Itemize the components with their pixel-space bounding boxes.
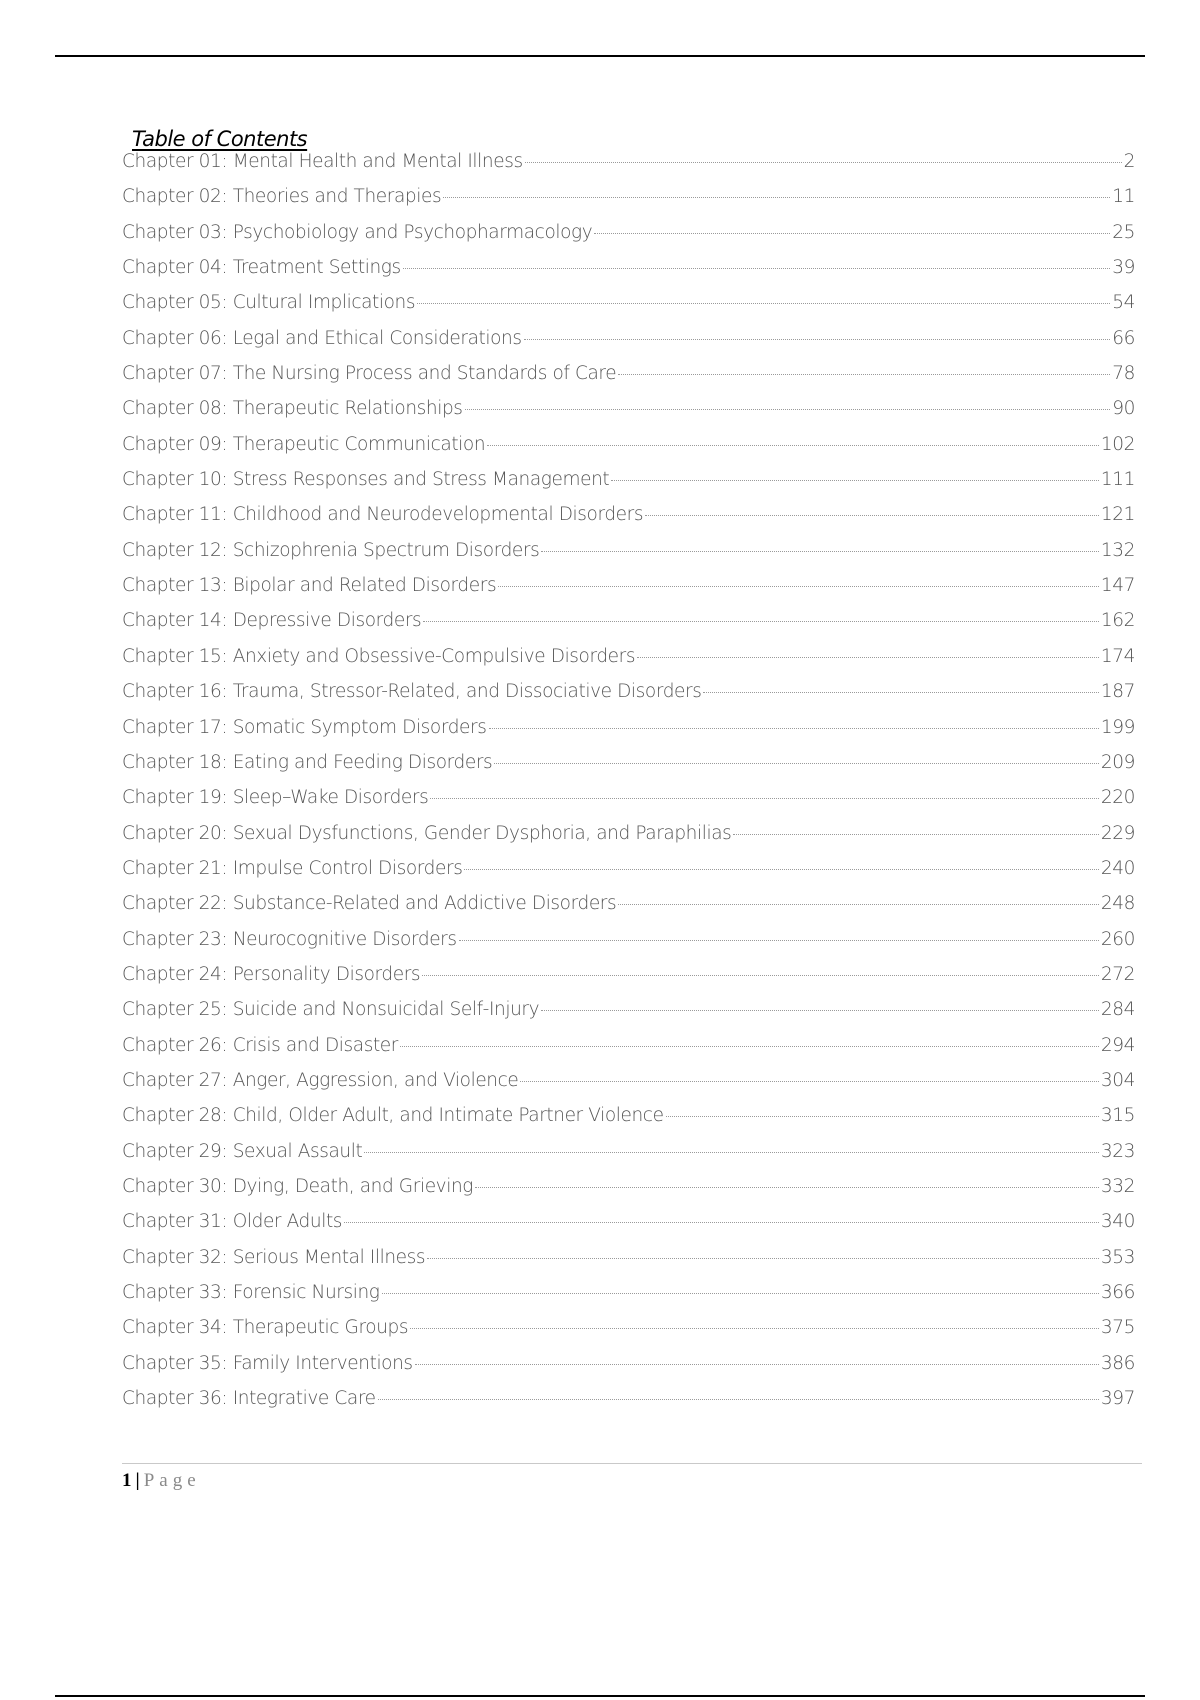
toc-entry-label: Chapter 17: Somatic Symptom Disorders	[122, 716, 487, 738]
toc-dot-leader	[443, 197, 1110, 198]
toc-entry-page: 66	[1112, 327, 1135, 349]
toc-entry[interactable]	[122, 1282, 1135, 1317]
toc-entry[interactable]	[122, 328, 1135, 363]
toc-entry-label: Chapter 26: Crisis and Disaster	[122, 1034, 398, 1056]
toc-entry[interactable]	[122, 575, 1135, 610]
toc-entry-label: Chapter 13: Bipolar and Related Disorders	[122, 575, 497, 597]
toc-entry-page: 229	[1100, 822, 1135, 844]
toc-entry-page: 147	[1100, 575, 1135, 597]
toc-entry[interactable]	[122, 1105, 1135, 1140]
toc-entry[interactable]	[122, 292, 1135, 327]
toc-entry[interactable]	[122, 469, 1135, 504]
toc-dot-leader	[378, 1399, 1099, 1400]
toc-entry[interactable]	[122, 434, 1135, 469]
toc-entry-label: Chapter 19: Sleep–Wake Disorders	[122, 787, 429, 809]
toc-entry-page: 260	[1100, 928, 1135, 950]
toc-dot-leader	[422, 975, 1099, 976]
toc-dot-leader	[465, 409, 1111, 410]
toc-dot-leader	[618, 374, 1110, 375]
toc-entry[interactable]	[122, 1141, 1135, 1176]
toc-dot-leader	[618, 904, 1099, 905]
toc-dot-leader	[494, 763, 1099, 764]
toc-dot-leader	[489, 728, 1099, 729]
toc-entry-label: Chapter 09: Therapeutic Communication	[122, 433, 486, 455]
toc-entry-label: Chapter 06: Legal and Ethical Considerations	[122, 327, 522, 349]
toc-entry-page: 284	[1100, 999, 1135, 1021]
toc-entry-label: Chapter 01: Mental Health and Mental Illness	[122, 151, 523, 172]
toc-entry-page: 187	[1100, 681, 1135, 703]
toc-entry[interactable]	[122, 257, 1135, 292]
toc-dot-leader	[525, 162, 1122, 163]
toc-entry[interactable]	[122, 151, 1135, 186]
top-rule	[55, 55, 1145, 57]
toc-entry-page: 294	[1100, 1034, 1135, 1056]
toc-entry-label: Chapter 11: Childhood and Neurodevelopmental Disorders	[122, 504, 644, 526]
toc-entry-page: 397	[1100, 1388, 1135, 1410]
toc-dot-leader	[594, 233, 1110, 234]
page-word: Page	[143, 1470, 201, 1491]
toc-entry-label: Chapter 03: Psychobiology and Psychopharmacology	[122, 221, 593, 243]
toc-entry-label: Chapter 31: Older Adults	[122, 1211, 343, 1233]
toc-dot-leader	[541, 1010, 1099, 1011]
toc-entry-label: Chapter 29: Sexual Assault	[122, 1140, 363, 1162]
toc-entry-label: Chapter 16: Trauma, Stressor-Related, and Dissociative Disorders	[122, 681, 702, 703]
toc-entry[interactable]	[122, 717, 1135, 752]
toc-entry[interactable]	[122, 858, 1135, 893]
toc-entry[interactable]	[122, 1070, 1135, 1105]
toc-entry-page: 304	[1100, 1069, 1135, 1091]
page-number: 1	[122, 1470, 132, 1491]
toc-entry-page: 315	[1100, 1105, 1135, 1127]
toc-entry-page: 340	[1100, 1211, 1135, 1233]
toc-dot-leader	[733, 834, 1098, 835]
toc-entry-label: Chapter 22: Substance-Related and Addictive Disorders	[122, 893, 617, 915]
toc-dot-leader	[464, 869, 1098, 870]
toc-entry-label: Chapter 25: Suicide and Nonsuicidal Self-Injury	[122, 999, 540, 1021]
toc-entry-label: Chapter 08: Therapeutic Relationships	[122, 398, 463, 420]
toc-entry-page: 25	[1112, 221, 1135, 243]
toc-entry[interactable]	[122, 964, 1135, 999]
toc-entry[interactable]	[122, 823, 1135, 858]
toc-dot-leader	[415, 1364, 1099, 1365]
bottom-rule	[55, 1695, 1145, 1697]
toc-dot-leader	[459, 940, 1099, 941]
toc-entry-label: Chapter 10: Stress Responses and Stress Management	[122, 469, 610, 491]
toc-entry-label: Chapter 15: Anxiety and Obsessive-Compulsive Disorders	[122, 645, 636, 667]
toc-entry-page: 353	[1100, 1246, 1135, 1268]
toc-entry-label: Chapter 27: Anger, Aggression, and Violence	[122, 1069, 519, 1091]
toc-dot-leader	[423, 621, 1099, 622]
toc-entry-page: 11	[1112, 186, 1135, 208]
toc-dot-leader	[403, 268, 1110, 269]
toc-entry-page: 39	[1112, 257, 1135, 279]
toc-entry-label: Chapter 23: Neurocognitive Disorders	[122, 928, 457, 950]
toc-entry-label: Chapter 24: Personality Disorders	[122, 963, 421, 985]
toc-dot-leader	[703, 692, 1098, 693]
toc-entry[interactable]	[122, 1176, 1135, 1211]
toc-entry-page: 199	[1100, 716, 1135, 738]
page-footer	[122, 1470, 201, 1492]
toc-entry-label: Chapter 32: Serious Mental Illness	[122, 1246, 426, 1268]
toc-dot-leader	[637, 657, 1099, 658]
toc-dot-leader	[427, 1258, 1099, 1259]
toc-title: Table of Contents	[132, 127, 308, 151]
toc-entry[interactable]	[122, 363, 1135, 398]
toc-entry-page: 386	[1100, 1352, 1135, 1374]
toc-entry-page: 323	[1100, 1140, 1135, 1162]
toc-entry[interactable]	[122, 893, 1135, 928]
toc-entry[interactable]	[122, 398, 1135, 433]
toc-entry-page: 209	[1100, 751, 1135, 773]
toc-entry-page: 332	[1100, 1175, 1135, 1197]
toc-entry[interactable]	[122, 222, 1135, 257]
toc-entry-label: Chapter 30: Dying, Death, and Grieving	[122, 1175, 473, 1197]
footer-separator: |	[135, 1470, 140, 1491]
toc-entry[interactable]	[122, 1317, 1135, 1352]
toc-entry-label: Chapter 07: The Nursing Process and Standards of Care	[122, 363, 617, 385]
toc-entry-page: 174	[1100, 645, 1135, 667]
toc-entry-label: Chapter 04: Treatment Settings	[122, 257, 401, 279]
toc-entry-page: 220	[1100, 787, 1135, 809]
toc-dot-leader	[344, 1222, 1099, 1223]
toc-entry-label: Chapter 12: Schizophrenia Spectrum Disorders	[122, 539, 540, 561]
toc-dot-leader	[382, 1293, 1099, 1294]
toc-dot-leader	[666, 1116, 1099, 1117]
toc-entry-page: 366	[1100, 1282, 1135, 1303]
toc-entry-label: Chapter 05: Cultural Implications	[122, 292, 416, 314]
toc-entry[interactable]	[122, 681, 1135, 716]
toc-entry[interactable]	[122, 787, 1135, 822]
toc-dot-leader	[430, 798, 1099, 799]
toc-dot-leader	[520, 1081, 1098, 1082]
toc-entry-page: 162	[1100, 610, 1135, 632]
toc-list	[122, 151, 1135, 1423]
toc-entry[interactable]	[122, 999, 1135, 1034]
toc-entry-label: Chapter 21: Impulse Control Disorders	[122, 857, 463, 879]
toc-entry[interactable]	[122, 1211, 1135, 1246]
toc-dot-leader	[498, 586, 1099, 587]
toc-dot-leader	[487, 445, 1099, 446]
toc-entry[interactable]	[122, 540, 1135, 575]
toc-entry[interactable]	[122, 610, 1135, 645]
toc-entry[interactable]	[122, 1247, 1135, 1282]
toc-entry-page: 132	[1100, 539, 1135, 561]
toc-entry-label: Chapter 34: Therapeutic Groups	[122, 1317, 409, 1339]
toc-dot-leader	[611, 480, 1099, 481]
toc-entry-page: 78	[1112, 363, 1135, 385]
toc-entry-page: 121	[1100, 504, 1135, 526]
toc-entry-label: Chapter 28: Child, Older Adult, and Intimate Partner Violence	[122, 1105, 664, 1127]
toc-entry-label: Chapter 18: Eating and Feeding Disorders	[122, 751, 493, 773]
toc-dot-leader	[417, 303, 1110, 304]
toc-entry[interactable]	[122, 929, 1135, 964]
toc-entry[interactable]	[122, 504, 1135, 539]
toc-entry[interactable]	[122, 186, 1135, 221]
toc-entry-label: Chapter 36: Integrative Care	[122, 1388, 376, 1410]
toc-entry-page: 111	[1100, 469, 1135, 491]
toc-entry[interactable]	[122, 1388, 1135, 1423]
toc-entry[interactable]	[122, 1353, 1135, 1388]
footer-rule	[122, 1463, 1142, 1464]
toc-entry-page: 248	[1100, 893, 1135, 915]
toc-entry-label: Chapter 02: Theories and Therapies	[122, 186, 442, 208]
toc-entry-page: 102	[1100, 433, 1135, 455]
toc-entry-page: 272	[1100, 963, 1135, 985]
toc-dot-leader	[541, 551, 1099, 552]
toc-entry-page: 375	[1100, 1317, 1135, 1339]
toc-entry[interactable]	[122, 752, 1135, 787]
toc-dot-leader	[400, 1046, 1099, 1047]
toc-dot-leader	[410, 1328, 1099, 1329]
toc-dot-leader	[364, 1152, 1099, 1153]
toc-entry-label: Chapter 14: Depressive Disorders	[122, 610, 422, 632]
toc-dot-leader	[475, 1187, 1099, 1188]
toc-dot-leader	[645, 515, 1099, 516]
toc-entry-label: Chapter 20: Sexual Dysfunctions, Gender Dysphoria, and Paraphilias	[122, 822, 732, 844]
toc-entry-page: 2	[1123, 151, 1135, 172]
toc-entry-page: 90	[1112, 398, 1135, 420]
toc-dot-leader	[524, 339, 1111, 340]
toc-entry-label: Chapter 33: Forensic Nursing	[122, 1282, 380, 1303]
toc-entry[interactable]	[122, 646, 1135, 681]
toc-entry-page: 240	[1100, 857, 1135, 879]
toc-entry-label: Chapter 35: Family Interventions	[122, 1352, 413, 1374]
toc-entry[interactable]	[122, 1035, 1135, 1070]
toc-entry-page: 54	[1112, 292, 1135, 314]
